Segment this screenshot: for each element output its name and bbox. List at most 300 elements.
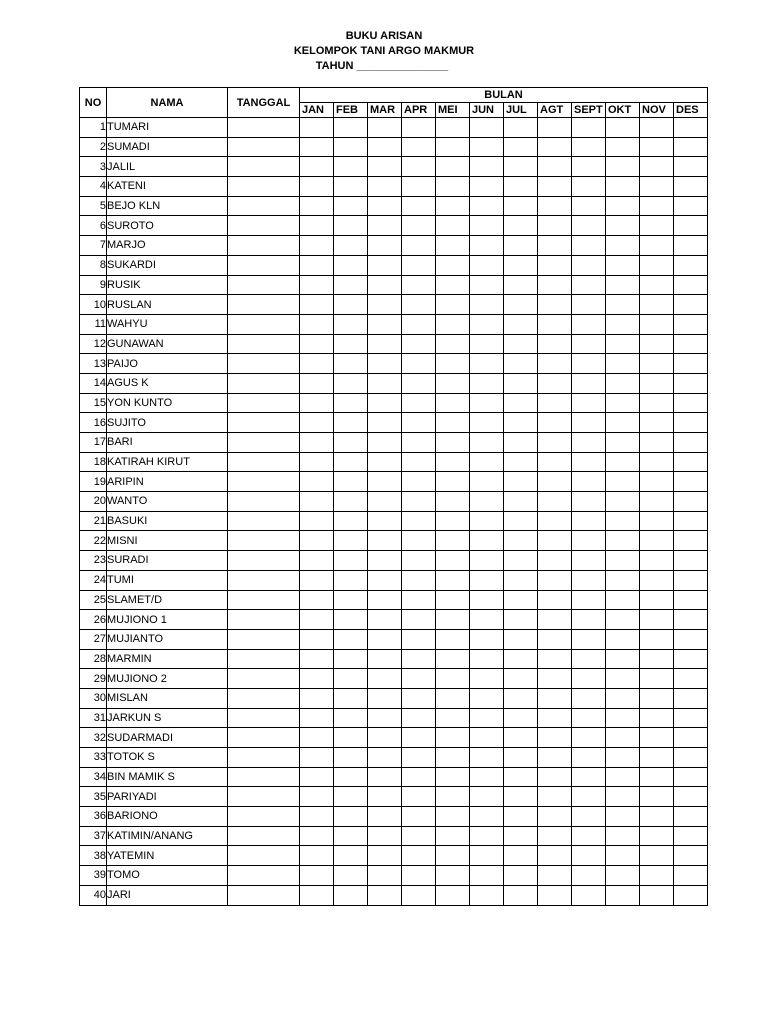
month-cell — [606, 708, 640, 728]
month-cell — [470, 118, 504, 138]
month-cell — [572, 885, 606, 905]
member-name: MUJIONO 2 — [107, 669, 228, 689]
month-cell — [640, 885, 674, 905]
month-cell — [300, 492, 334, 512]
row-number: 8 — [80, 255, 107, 275]
member-name: PARIYADI — [107, 787, 228, 807]
month-cell — [572, 452, 606, 472]
month-cell — [300, 846, 334, 866]
month-cell — [368, 826, 402, 846]
month-cell — [470, 807, 504, 827]
month-cell — [368, 649, 402, 669]
month-cell — [640, 748, 674, 768]
member-name: GUNAWAN — [107, 334, 228, 354]
table-row — [80, 649, 708, 669]
month-cell — [436, 413, 470, 433]
month-cell — [334, 393, 368, 413]
month-cell — [674, 787, 708, 807]
column-header-bulan: BULAN — [300, 88, 708, 103]
month-cell — [300, 216, 334, 236]
table-row — [80, 629, 708, 649]
row-number: 1 — [80, 118, 107, 138]
month-cell — [538, 590, 572, 610]
member-name: BIN MAMIK S — [107, 767, 228, 787]
month-cell — [572, 590, 606, 610]
month-cell — [334, 688, 368, 708]
month-cell — [470, 196, 504, 216]
tanggal-cell — [228, 157, 300, 177]
member-name: SUDARMADI — [107, 728, 228, 748]
month-cell — [572, 728, 606, 748]
month-cell — [538, 236, 572, 256]
month-cell — [402, 157, 436, 177]
month-cell — [572, 846, 606, 866]
row-number: 40 — [80, 885, 107, 905]
month-cell — [674, 255, 708, 275]
table-header — [80, 88, 708, 118]
row-number: 19 — [80, 472, 107, 492]
month-cell — [572, 196, 606, 216]
member-name: PAIJO — [107, 354, 228, 374]
member-name: MUJIONO 1 — [107, 610, 228, 630]
month-cell — [640, 413, 674, 433]
month-cell — [504, 649, 538, 669]
month-cell — [538, 669, 572, 689]
member-name: MISLAN — [107, 688, 228, 708]
month-cell — [572, 433, 606, 453]
month-cell — [436, 708, 470, 728]
month-cell — [674, 846, 708, 866]
month-cell — [368, 590, 402, 610]
month-cell — [640, 177, 674, 197]
month-cell — [504, 196, 538, 216]
month-cell — [504, 354, 538, 374]
month-cell — [470, 649, 504, 669]
column-header-month: FEB — [334, 103, 368, 118]
month-cell — [470, 866, 504, 886]
month-cell — [402, 866, 436, 886]
month-cell — [538, 551, 572, 571]
month-cell — [572, 551, 606, 571]
month-cell — [402, 885, 436, 905]
month-cell — [640, 669, 674, 689]
table-row — [80, 885, 708, 905]
month-cell — [572, 118, 606, 138]
member-name: TOMO — [107, 866, 228, 886]
month-cell — [436, 373, 470, 393]
row-number: 4 — [80, 177, 107, 197]
month-cell — [402, 275, 436, 295]
month-cell — [368, 669, 402, 689]
tanggal-cell — [228, 255, 300, 275]
member-name: KATIMIN/ANANG — [107, 826, 228, 846]
month-cell — [504, 275, 538, 295]
month-cell — [606, 314, 640, 334]
column-header-month: MAR — [368, 103, 402, 118]
month-cell — [504, 157, 538, 177]
month-cell — [334, 177, 368, 197]
month-cell — [334, 196, 368, 216]
month-cell — [674, 826, 708, 846]
member-name: YON KUNTO — [107, 393, 228, 413]
month-cell — [470, 551, 504, 571]
month-cell — [606, 275, 640, 295]
month-cell — [368, 511, 402, 531]
tanggal-cell — [228, 492, 300, 512]
month-cell — [674, 413, 708, 433]
month-cell — [640, 334, 674, 354]
month-cell — [300, 137, 334, 157]
month-cell — [402, 531, 436, 551]
table-row — [80, 393, 708, 413]
member-name: WANTO — [107, 492, 228, 512]
table-row — [80, 767, 708, 787]
month-cell — [504, 846, 538, 866]
tanggal-cell — [228, 629, 300, 649]
member-name: MISNI — [107, 531, 228, 551]
month-cell — [436, 866, 470, 886]
month-cell — [436, 255, 470, 275]
month-cell — [436, 767, 470, 787]
table-row — [80, 807, 708, 827]
table-row — [80, 196, 708, 216]
month-cell — [368, 433, 402, 453]
month-cell — [572, 334, 606, 354]
month-cell — [402, 177, 436, 197]
column-header-month: OKT — [606, 103, 640, 118]
month-cell — [402, 846, 436, 866]
month-cell — [538, 472, 572, 492]
row-number: 36 — [80, 807, 107, 827]
month-cell — [606, 866, 640, 886]
month-cell — [334, 551, 368, 571]
month-cell — [674, 334, 708, 354]
month-cell — [538, 452, 572, 472]
month-cell — [606, 787, 640, 807]
month-cell — [504, 688, 538, 708]
month-cell — [504, 334, 538, 354]
month-cell — [436, 649, 470, 669]
tanggal-cell — [228, 393, 300, 413]
month-cell — [674, 177, 708, 197]
member-name: SLAMET/D — [107, 590, 228, 610]
column-header-month: JAN — [300, 103, 334, 118]
month-cell — [674, 314, 708, 334]
tanggal-cell — [228, 610, 300, 630]
row-number: 11 — [80, 314, 107, 334]
month-cell — [538, 649, 572, 669]
month-cell — [640, 157, 674, 177]
month-cell — [504, 590, 538, 610]
month-cell — [640, 433, 674, 453]
month-cell — [606, 669, 640, 689]
month-cell — [334, 511, 368, 531]
month-cell — [606, 216, 640, 236]
month-cell — [572, 531, 606, 551]
month-cell — [334, 767, 368, 787]
table-row — [80, 255, 708, 275]
member-name: SUROTO — [107, 216, 228, 236]
month-cell — [436, 551, 470, 571]
member-name: RUSLAN — [107, 295, 228, 315]
month-cell — [402, 334, 436, 354]
tanggal-cell — [228, 649, 300, 669]
month-cell — [538, 846, 572, 866]
month-cell — [504, 413, 538, 433]
month-cell — [300, 688, 334, 708]
month-cell — [334, 629, 368, 649]
table-row — [80, 275, 708, 295]
month-cell — [470, 216, 504, 236]
month-cell — [334, 590, 368, 610]
tanggal-cell — [228, 787, 300, 807]
month-cell — [674, 511, 708, 531]
table-row — [80, 216, 708, 236]
month-cell — [436, 688, 470, 708]
month-cell — [674, 551, 708, 571]
row-number: 3 — [80, 157, 107, 177]
month-cell — [300, 826, 334, 846]
row-number: 13 — [80, 354, 107, 374]
table-row — [80, 866, 708, 886]
month-cell — [402, 216, 436, 236]
month-cell — [640, 787, 674, 807]
month-cell — [300, 570, 334, 590]
month-cell — [640, 236, 674, 256]
month-cell — [470, 295, 504, 315]
row-number: 37 — [80, 826, 107, 846]
month-cell — [640, 531, 674, 551]
month-cell — [334, 885, 368, 905]
month-cell — [538, 748, 572, 768]
month-cell — [402, 314, 436, 334]
row-number: 39 — [80, 866, 107, 886]
month-cell — [334, 787, 368, 807]
month-cell — [470, 354, 504, 374]
month-cell — [674, 629, 708, 649]
month-cell — [300, 255, 334, 275]
month-cell — [674, 295, 708, 315]
month-cell — [538, 334, 572, 354]
month-cell — [300, 157, 334, 177]
month-cell — [470, 314, 504, 334]
month-cell — [334, 748, 368, 768]
member-name: JALIL — [107, 157, 228, 177]
month-cell — [606, 846, 640, 866]
month-cell — [300, 708, 334, 728]
month-cell — [470, 236, 504, 256]
month-cell — [674, 118, 708, 138]
member-name: SURADI — [107, 551, 228, 571]
month-cell — [606, 373, 640, 393]
month-cell — [640, 807, 674, 827]
month-cell — [368, 196, 402, 216]
month-cell — [470, 610, 504, 630]
month-cell — [300, 433, 334, 453]
header-row-1 — [80, 88, 708, 103]
document-title: BUKU ARISAN — [345, 30, 423, 42]
month-cell — [606, 610, 640, 630]
column-header-nama: NAMA — [107, 88, 228, 118]
member-name: TOTOK S — [107, 748, 228, 768]
month-cell — [572, 669, 606, 689]
month-cell — [674, 137, 708, 157]
month-cell — [368, 570, 402, 590]
month-cell — [538, 866, 572, 886]
month-cell — [334, 846, 368, 866]
month-cell — [572, 177, 606, 197]
month-cell — [334, 413, 368, 433]
month-cell — [504, 767, 538, 787]
table-row — [80, 295, 708, 315]
table-row — [80, 846, 708, 866]
tanggal-cell — [228, 177, 300, 197]
month-cell — [504, 629, 538, 649]
month-cell — [402, 551, 436, 571]
month-cell — [640, 472, 674, 492]
month-cell — [368, 610, 402, 630]
row-number: 31 — [80, 708, 107, 728]
month-cell — [538, 610, 572, 630]
table-body — [80, 118, 708, 906]
row-number: 10 — [80, 295, 107, 315]
month-cell — [436, 885, 470, 905]
month-cell — [334, 255, 368, 275]
month-cell — [334, 157, 368, 177]
month-cell — [674, 610, 708, 630]
row-number: 26 — [80, 610, 107, 630]
row-number: 38 — [80, 846, 107, 866]
month-cell — [368, 354, 402, 374]
month-cell — [674, 669, 708, 689]
month-cell — [368, 846, 402, 866]
month-cell — [436, 590, 470, 610]
month-cell — [368, 688, 402, 708]
month-cell — [572, 807, 606, 827]
month-cell — [402, 492, 436, 512]
month-cell — [300, 314, 334, 334]
month-cell — [402, 196, 436, 216]
month-cell — [606, 334, 640, 354]
table-row — [80, 354, 708, 374]
tanggal-cell — [228, 885, 300, 905]
month-cell — [436, 452, 470, 472]
month-cell — [368, 314, 402, 334]
month-cell — [572, 767, 606, 787]
month-cell — [300, 531, 334, 551]
row-number: 16 — [80, 413, 107, 433]
month-cell — [504, 216, 538, 236]
month-cell — [402, 708, 436, 728]
month-cell — [572, 354, 606, 374]
month-cell — [334, 708, 368, 728]
tanggal-cell — [228, 728, 300, 748]
month-cell — [606, 492, 640, 512]
month-cell — [300, 511, 334, 531]
month-cell — [334, 531, 368, 551]
month-cell — [402, 649, 436, 669]
month-cell — [538, 787, 572, 807]
row-number: 27 — [80, 629, 107, 649]
month-cell — [436, 137, 470, 157]
month-cell — [504, 787, 538, 807]
month-cell — [674, 275, 708, 295]
month-cell — [334, 570, 368, 590]
month-cell — [504, 314, 538, 334]
month-cell — [300, 354, 334, 374]
row-number: 24 — [80, 570, 107, 590]
month-cell — [674, 196, 708, 216]
month-cell — [538, 177, 572, 197]
month-cell — [300, 649, 334, 669]
month-cell — [572, 492, 606, 512]
month-cell — [470, 629, 504, 649]
month-cell — [402, 373, 436, 393]
month-cell — [436, 433, 470, 453]
month-cell — [674, 236, 708, 256]
month-cell — [674, 688, 708, 708]
row-number: 15 — [80, 393, 107, 413]
month-cell — [402, 629, 436, 649]
table-row — [80, 137, 708, 157]
month-cell — [504, 118, 538, 138]
month-cell — [334, 334, 368, 354]
member-name: MARMIN — [107, 649, 228, 669]
month-cell — [674, 807, 708, 827]
table-row — [80, 787, 708, 807]
month-cell — [368, 807, 402, 827]
table-row — [80, 452, 708, 472]
month-cell — [436, 748, 470, 768]
month-cell — [470, 393, 504, 413]
month-cell — [572, 373, 606, 393]
month-cell — [606, 433, 640, 453]
month-cell — [640, 708, 674, 728]
member-name: JARKUN S — [107, 708, 228, 728]
month-cell — [504, 236, 538, 256]
month-cell — [572, 295, 606, 315]
month-cell — [368, 551, 402, 571]
month-cell — [300, 787, 334, 807]
tanggal-cell — [228, 767, 300, 787]
month-cell — [334, 610, 368, 630]
row-number: 14 — [80, 373, 107, 393]
month-cell — [640, 354, 674, 374]
month-cell — [470, 846, 504, 866]
month-cell — [538, 511, 572, 531]
month-cell — [538, 688, 572, 708]
month-cell — [402, 295, 436, 315]
month-cell — [674, 492, 708, 512]
month-cell — [402, 748, 436, 768]
table-row — [80, 433, 708, 453]
month-cell — [572, 708, 606, 728]
month-cell — [368, 866, 402, 886]
month-cell — [538, 393, 572, 413]
month-cell — [572, 314, 606, 334]
column-header-month: MEI — [436, 103, 470, 118]
table-row — [80, 708, 708, 728]
table-row — [80, 118, 708, 138]
month-cell — [640, 846, 674, 866]
table-row — [80, 570, 708, 590]
row-number: 33 — [80, 748, 107, 768]
row-number: 21 — [80, 511, 107, 531]
month-cell — [368, 452, 402, 472]
row-number: 29 — [80, 669, 107, 689]
month-cell — [436, 492, 470, 512]
month-cell — [470, 531, 504, 551]
